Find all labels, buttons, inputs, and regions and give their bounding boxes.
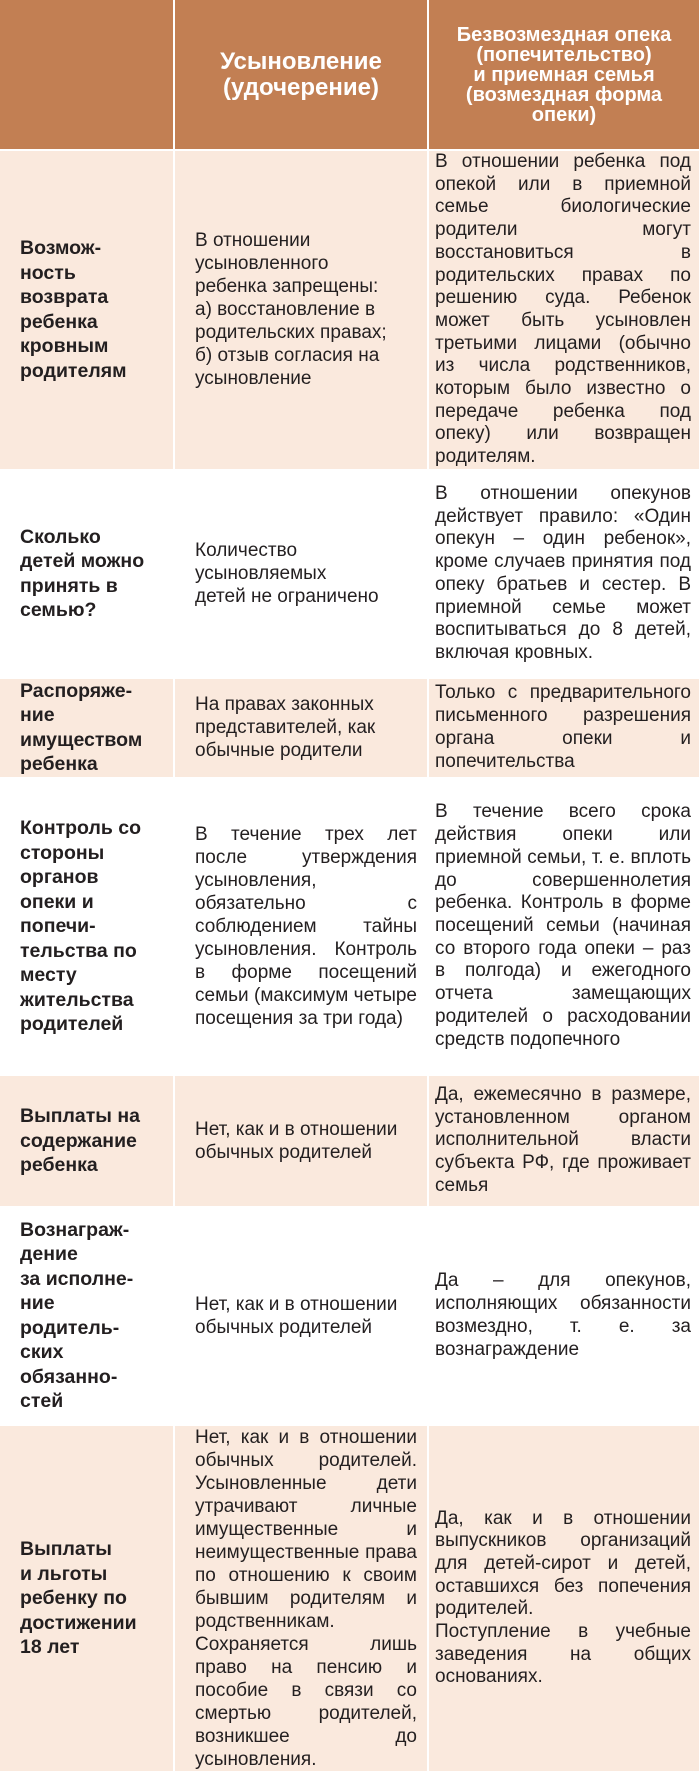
header-col-adoption: Усыновление (удочерение): [174, 0, 428, 150]
row-label: Возмож- ность возврата ребенка кровным родителям: [0, 150, 174, 470]
row-guardianship-cell: Да, ежемесячно в размере, установленном органом исполнительной власти субъекта РФ, где проживает семья: [428, 1075, 700, 1207]
row-label: Распоряже- ние имуществом ребенка: [0, 678, 174, 778]
row-label: Сколько детей можно принять в семью?: [0, 470, 174, 678]
row-adoption-cell: В течение трех лет после утверждения усыновления, обязательно с соблюдением тайны усыновления. Контроль в форме посещений семьи (максимум четыре посещения за три года): [174, 778, 428, 1075]
table-row: [0, 678, 700, 778]
row-label: Выплаты и льготы ребенку по достижении 18 лет: [0, 1425, 174, 1772]
row-adoption-cell: Количество усыновляемых детей не ограничено: [174, 470, 428, 678]
header-row: [0, 0, 700, 150]
header-col-criteria: [0, 0, 174, 150]
row-guardianship-cell: В течение всего срока действия опеки или приемной семьи, т. е. вплоть до совершеннолетия ребенка. Контроль в форме посещений семьи (начиная со второго года опеки – раз в полгода) и ежегодного отчета замещающих родителей о расходовании средств подопечного: [428, 778, 700, 1075]
table-row: [0, 778, 700, 1075]
row-adoption-cell: Нет, как и в отношении обычных родителей: [174, 1075, 428, 1207]
row-adoption-cell: Нет, как и в отношении обычных родителей. Усыновленные дети утрачивают личные имущественные и неимущественные права по отношению к своим бывшим родителям и родственникам. Сохраняется лишь право на пенсию и пособие в связи со смертью родителей, возникшее до усыновления.: [174, 1425, 428, 1772]
row-label: Выплаты на содержание ребенка: [0, 1075, 174, 1207]
row-guardianship-cell: Да – для опекунов, исполняющих обязанности возмездно, т. е. за вознаграждение: [428, 1207, 700, 1425]
header-col-guardianship: Безвозмездная опека (попечительство) и приемная семья (возмездная форма опеки): [428, 0, 700, 150]
row-guardianship-cell: Только с предварительного письменного разрешения органа опеки и попечительства: [428, 678, 700, 778]
table-row: [0, 1207, 700, 1425]
table-row: [0, 150, 700, 470]
row-guardianship-cell: В отношении ребенка под опекой или в приемной семье биологические родители могут восстановиться в родительских правах по решению суда. Ребенок может быть усыновлен третьими лицами (обычно из числа родственников, которым было известно о передаче ребенка под опеку) или возвращен родителям.: [428, 150, 700, 470]
row-label: Вознаграж- дение за исполне- ние родитель- ских обязанно- стей: [0, 1207, 174, 1425]
row-label: Контроль со стороны органов опеки и попечи- тельства по месту жительства родителей: [0, 778, 174, 1075]
row-adoption-cell: В отношении усыновленного ребенка запрещены: а) восстановление в родительских правах; б) отзыв согласия на усыновление: [174, 150, 428, 470]
table-row: [0, 470, 700, 678]
row-guardianship-cell: В отношении опекунов действует правило: «Один опекун – один ребенок», кроме случаев принятия под опеку братьев и сестер. В приемной семье может воспитываться до 8 детей, включая кровных.: [428, 470, 700, 678]
row-guardianship-cell: Да, как и в отношении выпускников организаций для детей-сирот и детей, оставшихся без попечения родителей. Поступление в учебные заведения на общих основаниях.: [428, 1425, 700, 1772]
row-adoption-cell: Нет, как и в отношении обычных родителей: [174, 1207, 428, 1425]
table-row: [0, 1425, 700, 1772]
table-row: [0, 1075, 700, 1207]
row-adoption-cell: На правах законных представителей, как обычные родители: [174, 678, 428, 778]
